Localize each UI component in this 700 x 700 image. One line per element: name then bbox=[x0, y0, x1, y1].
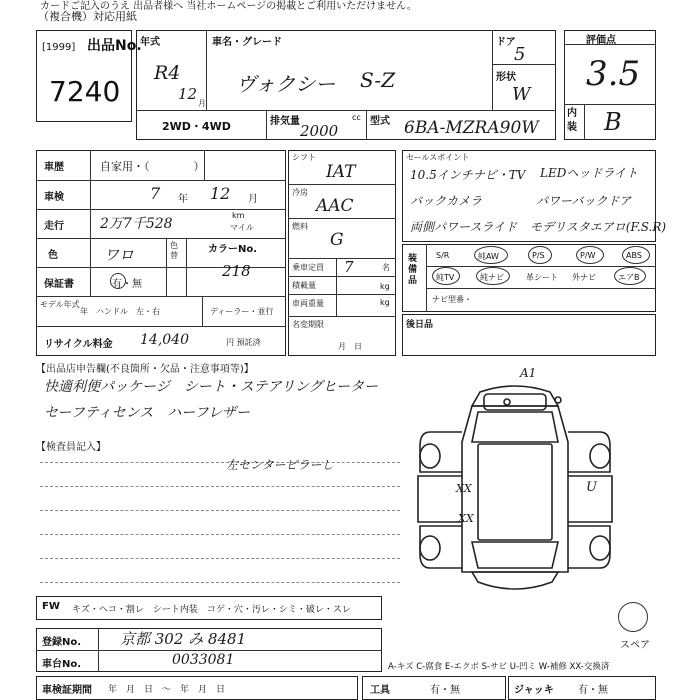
shape-value: W bbox=[512, 84, 531, 105]
equip-tv: 純TV bbox=[436, 273, 455, 282]
model-label: 車名・グレード bbox=[212, 37, 282, 48]
fuel-value: G bbox=[330, 230, 344, 250]
rear-items-box bbox=[402, 314, 656, 356]
shift-label: シフト bbox=[292, 153, 316, 162]
model-code-value: 6BA-MZRA90W bbox=[404, 118, 539, 138]
score-label: 評価点 bbox=[586, 35, 616, 46]
doors-value: 5 bbox=[514, 44, 526, 65]
equip-aw: 純AW bbox=[478, 252, 499, 261]
sales-points-label: セールスポイント bbox=[406, 153, 470, 162]
equip-pw: P/W bbox=[580, 251, 596, 260]
lot-label: 出品No. bbox=[87, 38, 142, 54]
hood-top bbox=[484, 394, 546, 410]
drive-label: 2WD・4WD bbox=[162, 120, 231, 133]
equip-abs-circle bbox=[622, 246, 650, 264]
registration-value: 京都 302 み 8481 bbox=[120, 630, 247, 648]
right-front-fender bbox=[568, 432, 610, 472]
legend-fw: FW bbox=[42, 601, 60, 612]
right-front-wheel bbox=[590, 444, 610, 468]
diagram-mark-rear-left: XX bbox=[458, 512, 474, 525]
sales-point-5: 両側パワースライド bbox=[410, 220, 518, 234]
history-label: 車歴 bbox=[44, 162, 64, 173]
exhibitor-notes-line2: セーフティセンス ハーフレザー bbox=[44, 405, 250, 421]
sales-point-4: パワーバックドア bbox=[536, 194, 632, 208]
roof bbox=[478, 444, 552, 540]
exhibitor-notes-label: 【出品店申告欄(不良箇所・欠品・注意事項等)】 bbox=[36, 364, 254, 375]
inspection-label: 車検 bbox=[44, 192, 64, 203]
year-month: 12 bbox=[178, 85, 198, 103]
spare-label: スペア bbox=[620, 640, 650, 651]
equip-navi: 純ナビ bbox=[480, 273, 504, 282]
history-value: 自家用・（ ） bbox=[100, 160, 205, 173]
equip-abs: ABS bbox=[626, 251, 642, 260]
inspector-label: 【検査員記入】 bbox=[36, 442, 106, 453]
left-front-fender bbox=[420, 432, 462, 472]
model-code-label: 型式 bbox=[370, 116, 390, 127]
shift-value: IAT bbox=[326, 162, 356, 182]
recycle-label: リサイクル料金 bbox=[44, 339, 113, 350]
fuel-label: 燃料 bbox=[292, 222, 308, 231]
tools-label: 工具 bbox=[370, 685, 390, 696]
equip-navi-circle bbox=[476, 267, 510, 285]
color-no-value: 218 bbox=[222, 262, 251, 280]
equip-ext-navi: 外ナビ bbox=[572, 273, 596, 282]
front-emblem bbox=[504, 399, 510, 405]
name-change-unit: 月 日 bbox=[338, 342, 362, 351]
steering-label: 年 ハンドル 左・右 bbox=[80, 307, 160, 316]
registration-label: 登録No. bbox=[42, 637, 82, 648]
recycle-value: 14,040 bbox=[140, 332, 189, 348]
capacity-label: 乗車定員 bbox=[292, 263, 324, 272]
warranty-label: 保証書 bbox=[44, 279, 74, 290]
model-name: ヴォクシー bbox=[236, 72, 336, 96]
equipment-label: 装備品 bbox=[408, 254, 418, 286]
sales-point-6: モデリスタエアロ(F.S.R) bbox=[530, 220, 667, 234]
capacity-value: 7 bbox=[344, 258, 354, 276]
mileage-label: 走行 bbox=[44, 221, 64, 232]
model-grade: S-Z bbox=[360, 68, 396, 92]
warranty-value: 有・無 bbox=[112, 279, 142, 290]
interior-value: B bbox=[604, 108, 622, 136]
left-rear-quarter bbox=[420, 526, 462, 568]
spare-tire-icon bbox=[618, 602, 648, 632]
chassis-value: 0033081 bbox=[172, 652, 235, 668]
equip-sr: S/R bbox=[436, 251, 450, 260]
header-notice: カードご記入のうえ 出品者様へ 当社ホームページの掲載とご利用いただけません。 bbox=[40, 1, 417, 12]
year-era: R4 bbox=[154, 62, 181, 84]
equip-pw-circle bbox=[576, 246, 604, 264]
mileage-mile: マイル bbox=[230, 223, 254, 232]
equip-airbag-circle bbox=[614, 267, 646, 285]
lot-number: 7240 bbox=[49, 75, 121, 108]
exhibitor-notes-line1: 快適利便パッケージ シート・ステアリングヒーター bbox=[44, 379, 379, 395]
equip-leather: 革シート bbox=[526, 273, 558, 282]
front-light-r bbox=[555, 397, 561, 403]
load-label: 積載量 bbox=[292, 281, 316, 290]
right-rear-wheel bbox=[590, 536, 610, 560]
lot-sub: [1999] bbox=[42, 42, 76, 53]
doors-label: ドア bbox=[496, 37, 516, 48]
equip-tv-circle bbox=[432, 267, 460, 285]
equip-navi-note: ナビ型番・ bbox=[432, 295, 472, 304]
inspector-line1: 左センターピラーし bbox=[226, 458, 334, 472]
color-label: 色 bbox=[48, 250, 58, 261]
diagram-front-mark: A1 bbox=[520, 366, 537, 380]
capacity-unit: 名 bbox=[382, 263, 390, 272]
equip-ps-circle bbox=[528, 246, 552, 264]
model-year-label: モデル年式 bbox=[40, 300, 80, 309]
certificate-items: 年 月 日 〜 年 月 日 bbox=[108, 685, 226, 695]
name-change-label: 名変期限 bbox=[292, 320, 324, 329]
aircon-value: AAC bbox=[316, 196, 354, 216]
dealer-label: ディーラー・並行 bbox=[210, 307, 274, 316]
weight-unit: kg bbox=[380, 298, 390, 307]
weight-label: 車両重量 bbox=[292, 299, 324, 308]
sales-point-2: LEDヘッドライト bbox=[540, 166, 638, 180]
displacement-unit: cc bbox=[352, 113, 361, 122]
load-unit: kg bbox=[380, 282, 390, 291]
mileage-km: km bbox=[232, 211, 245, 220]
damage-codes: A-キズ C-腐食 E-エクボ S-サビ U-凹ミ W-補修 XX-交換済 bbox=[388, 662, 610, 672]
inspection-month-unit: 月 bbox=[248, 194, 258, 205]
chassis-label: 車台No. bbox=[42, 659, 82, 670]
color-no-label: カラーNo. bbox=[208, 244, 258, 255]
warranty-circle bbox=[110, 273, 126, 289]
displacement-label: 排気量 bbox=[270, 116, 300, 127]
legend-row: キズ・ヘコ・割レ シート内装 コゲ・穴・汚レ・シミ・破レ・スレ bbox=[72, 605, 351, 615]
equip-ps: P/S bbox=[532, 251, 545, 260]
diagram-mark-right: U bbox=[586, 480, 597, 495]
year-label: 年式 bbox=[140, 37, 160, 48]
sales-point-1: 10.5インチナビ・TV bbox=[410, 168, 526, 182]
shape-label: 形状 bbox=[496, 72, 516, 83]
jack-label: ジャッキ bbox=[514, 685, 554, 696]
right-rear-quarter bbox=[568, 526, 610, 568]
year-month-unit: 月 bbox=[198, 99, 206, 108]
interior-label: 内装 bbox=[567, 108, 577, 133]
color-change-label: 色替 bbox=[170, 241, 178, 260]
rear-bumper bbox=[472, 572, 558, 589]
recycle-unit: 円 預託済 bbox=[226, 338, 261, 347]
equip-airbag: エアB bbox=[618, 273, 640, 282]
mileage-value: 2万7千528 bbox=[100, 216, 173, 232]
equip-aw-circle bbox=[474, 246, 508, 264]
certificate-label: 車検証期間 bbox=[42, 685, 92, 696]
aircon-label: 冷房 bbox=[292, 188, 308, 197]
rear-items-label: 後日品 bbox=[406, 320, 434, 330]
rear-window bbox=[472, 542, 558, 568]
left-rear-wheel bbox=[420, 536, 440, 560]
jack-value: 有・無 bbox=[578, 685, 608, 696]
diagram-mark-front-left: XX bbox=[456, 482, 472, 495]
displacement-value: 2000 bbox=[300, 122, 339, 140]
color-value: ワロ bbox=[104, 246, 135, 264]
inspection-year-unit: 年 bbox=[178, 194, 188, 205]
sales-point-3: バックカメラ bbox=[410, 194, 483, 208]
inspection-year: 7 bbox=[150, 184, 161, 203]
lot-number-box bbox=[36, 30, 142, 122]
score-value: 3.5 bbox=[586, 54, 641, 94]
form-type: （複合機）対応用紙 bbox=[38, 10, 137, 23]
inspection-month: 12 bbox=[210, 184, 231, 203]
left-front-wheel bbox=[420, 444, 440, 468]
windshield bbox=[472, 412, 558, 442]
tools-value: 有・無 bbox=[430, 685, 460, 696]
